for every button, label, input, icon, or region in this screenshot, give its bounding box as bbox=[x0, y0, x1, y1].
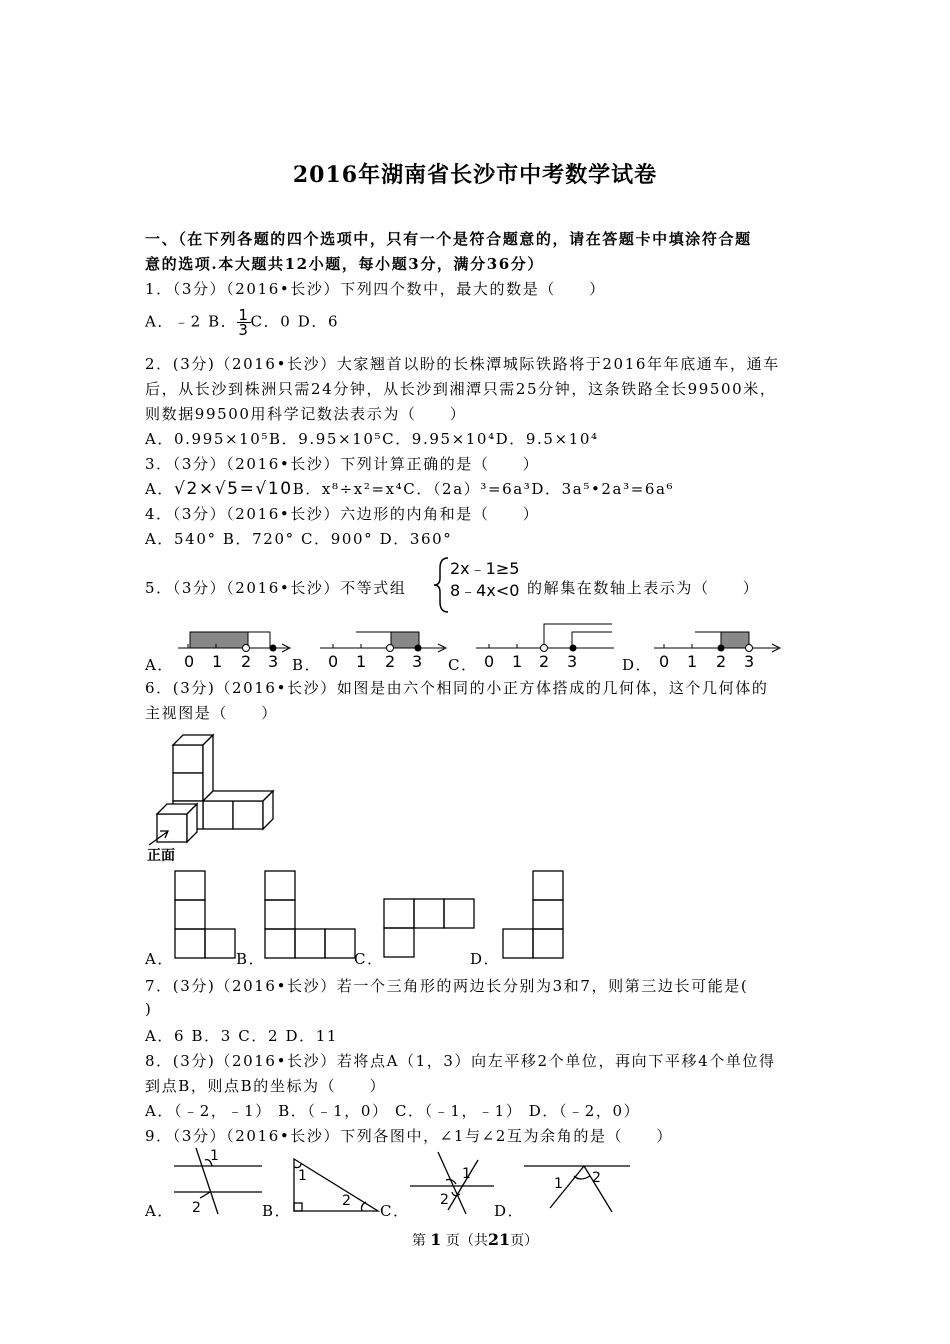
q5-numberline-a bbox=[170, 622, 295, 670]
tick-1: 1 bbox=[512, 652, 523, 670]
q9-stem: 9．（3分）（2016•长沙）下列各图中，∠1与∠2互为余角的是（ ） bbox=[145, 1127, 673, 1145]
tick-2: 2 bbox=[716, 652, 727, 670]
section-heading-line1: 一、（在下列各题的四个选项中，只有一个是符合题意的，请在答题卡中填涂符合题 bbox=[145, 230, 752, 248]
q6-label-b: B． bbox=[236, 950, 266, 968]
q1-option-a-b: A．﹣2 B． bbox=[145, 312, 238, 331]
q6-label-c: C． bbox=[354, 950, 384, 968]
tick-3: 3 bbox=[744, 652, 755, 670]
q5-stem-after: 的解集在数轴上表示为（ ） bbox=[527, 579, 760, 597]
q5-numberline-c bbox=[472, 622, 622, 670]
tick-0: 0 bbox=[328, 652, 339, 670]
q5-label-d: D． bbox=[622, 656, 653, 674]
q5-brace bbox=[432, 556, 452, 614]
q5-stem-before: 5．（3分）（2016•长沙）不等式组 bbox=[145, 579, 407, 597]
q6-label-d: D． bbox=[470, 950, 501, 968]
q1-options bbox=[145, 308, 339, 337]
footer-page-number: 1 bbox=[430, 1230, 442, 1249]
q3-option-a-expr: √2×√5=√10 bbox=[174, 479, 293, 499]
q5-inequality-system bbox=[450, 558, 519, 602]
page-footer bbox=[0, 1230, 950, 1250]
q5-label-c: C． bbox=[448, 656, 478, 674]
q9-label-c: C． bbox=[380, 1202, 410, 1220]
q6-label-a: A． bbox=[145, 950, 175, 968]
tick-1: 1 bbox=[212, 652, 223, 670]
q9d-angle1: 1 bbox=[554, 1176, 563, 1192]
q9c-angle1: 1 bbox=[462, 1166, 471, 1182]
q9-figure-c bbox=[408, 1150, 498, 1220]
q9-label-b: B． bbox=[262, 1202, 292, 1220]
q3-option-a-prefix: A． bbox=[145, 480, 175, 498]
q5-ineq1: 2x﹣1≥5 bbox=[450, 559, 520, 578]
q3-option-rest: B．x⁸÷x²=x⁴C．（2a）³=6a³D．3a⁵•2a³=6a⁶ bbox=[292, 480, 675, 498]
tick-3: 3 bbox=[567, 652, 578, 670]
q7-line1: 7．(3分)（2016•长沙）若一个三角形的两边长分别为3和7，则第三边长可能是( bbox=[145, 977, 749, 995]
q2-line2: 后，从长沙到株洲只需24分钟，从长沙到湘潭只需25分钟，这条铁路全长99500米， bbox=[145, 380, 777, 398]
q6-line2: 主视图是（ ） bbox=[145, 704, 278, 722]
q2-options: A．0.995×10⁵B．9.95×10⁵C．9.95×10⁴D．9.5×10⁴ bbox=[145, 430, 599, 448]
footer-total-pages: 21 bbox=[487, 1230, 511, 1249]
q9b-angle1: 1 bbox=[298, 1168, 307, 1184]
q9-figure-a bbox=[172, 1146, 264, 1218]
footer-pre: 第 bbox=[411, 1233, 426, 1249]
q8-line2: 到点B，则点B的坐标为（ ） bbox=[145, 1077, 387, 1095]
q3-options bbox=[145, 478, 674, 499]
q7-line2: ) bbox=[145, 1000, 153, 1018]
q9b-angle2: 2 bbox=[342, 1193, 351, 1209]
q1-stem: 1．（3分）（2016•长沙）下列四个数中，最大的数是（ ） bbox=[145, 280, 606, 298]
q8-options: A．（﹣2，﹣1） B．（﹣1，0） C．（﹣1，﹣1） D．（﹣2，0） bbox=[145, 1102, 641, 1120]
q9-label-d: D． bbox=[494, 1202, 525, 1220]
q3-stem: 3．（3分）（2016•长沙）下列计算正确的是（ ） bbox=[145, 455, 540, 473]
tick-2: 2 bbox=[539, 652, 550, 670]
q9-label-a: A． bbox=[145, 1202, 175, 1220]
q1-fraction bbox=[237, 308, 250, 337]
q1-frac-num: 1 bbox=[238, 306, 250, 324]
q6-option-a bbox=[174, 870, 236, 960]
tick-1: 1 bbox=[356, 652, 367, 670]
q1-frac-den: 3 bbox=[238, 321, 250, 339]
tick-1: 1 bbox=[687, 652, 698, 670]
tick-3: 3 bbox=[412, 652, 423, 670]
q6-front-label: 正面 bbox=[147, 848, 175, 864]
q9d-angle2: 2 bbox=[592, 1170, 601, 1186]
q2-line1: 2．(3分)（2016•长沙）大家翘首以盼的长株潭城际铁路将于2016年年底通车，通车 bbox=[145, 355, 780, 373]
page-title: 2016年湖南省长沙市中考数学试卷 bbox=[292, 162, 658, 188]
q9-figure-d bbox=[522, 1152, 634, 1218]
q6-line1: 6．(3分)（2016•长沙）如图是由六个相同的小正方体搭成的几何体，这个几何体的 bbox=[145, 679, 769, 697]
q9-figure-b bbox=[290, 1155, 382, 1217]
q5-label-b: B． bbox=[292, 656, 322, 674]
section-heading-line2: 意的选项.本大题共12小题，每小题3分，满分36分） bbox=[145, 255, 545, 273]
q4-stem: 4．（3分）（2016•长沙）六边形的内角和是（ ） bbox=[145, 505, 540, 523]
q6-solid-figure bbox=[143, 727, 278, 865]
tick-0: 0 bbox=[659, 652, 670, 670]
q9a-angle2: 2 bbox=[192, 1200, 201, 1216]
q9a-angle1: 1 bbox=[210, 1148, 219, 1164]
q8-line1: 8．(3分)（2016•长沙）若将点A（1，3）向左平移2个单位，再向下平移4个单位得 bbox=[145, 1052, 776, 1070]
q5-numberline-d bbox=[650, 622, 785, 670]
tick-0: 0 bbox=[184, 652, 195, 670]
q1-option-c-d: C．0 D．6 bbox=[250, 312, 340, 331]
q4-options: A．540° B．720° C．900° D．360° bbox=[145, 530, 453, 548]
q5-ineq2: 8﹣4x<0 bbox=[450, 581, 520, 600]
q6-option-b bbox=[264, 870, 356, 960]
q6-option-d bbox=[502, 870, 564, 960]
q6-option-c bbox=[383, 898, 475, 960]
footer-post: 页） bbox=[510, 1233, 539, 1249]
footer-mid: 页（共 bbox=[445, 1233, 488, 1249]
tick-3: 3 bbox=[268, 652, 279, 670]
q2-line3: 则数据99500用科学记数法表示为（ ） bbox=[145, 405, 467, 423]
q5-label-a: A． bbox=[145, 656, 175, 674]
q9c-angle2: 2 bbox=[440, 1192, 449, 1208]
q5-numberline-b bbox=[316, 622, 451, 670]
tick-2: 2 bbox=[385, 652, 396, 670]
tick-2: 2 bbox=[241, 652, 252, 670]
q7-options: A．6 B．3 C．2 D．11 bbox=[145, 1027, 338, 1045]
tick-0: 0 bbox=[484, 652, 495, 670]
